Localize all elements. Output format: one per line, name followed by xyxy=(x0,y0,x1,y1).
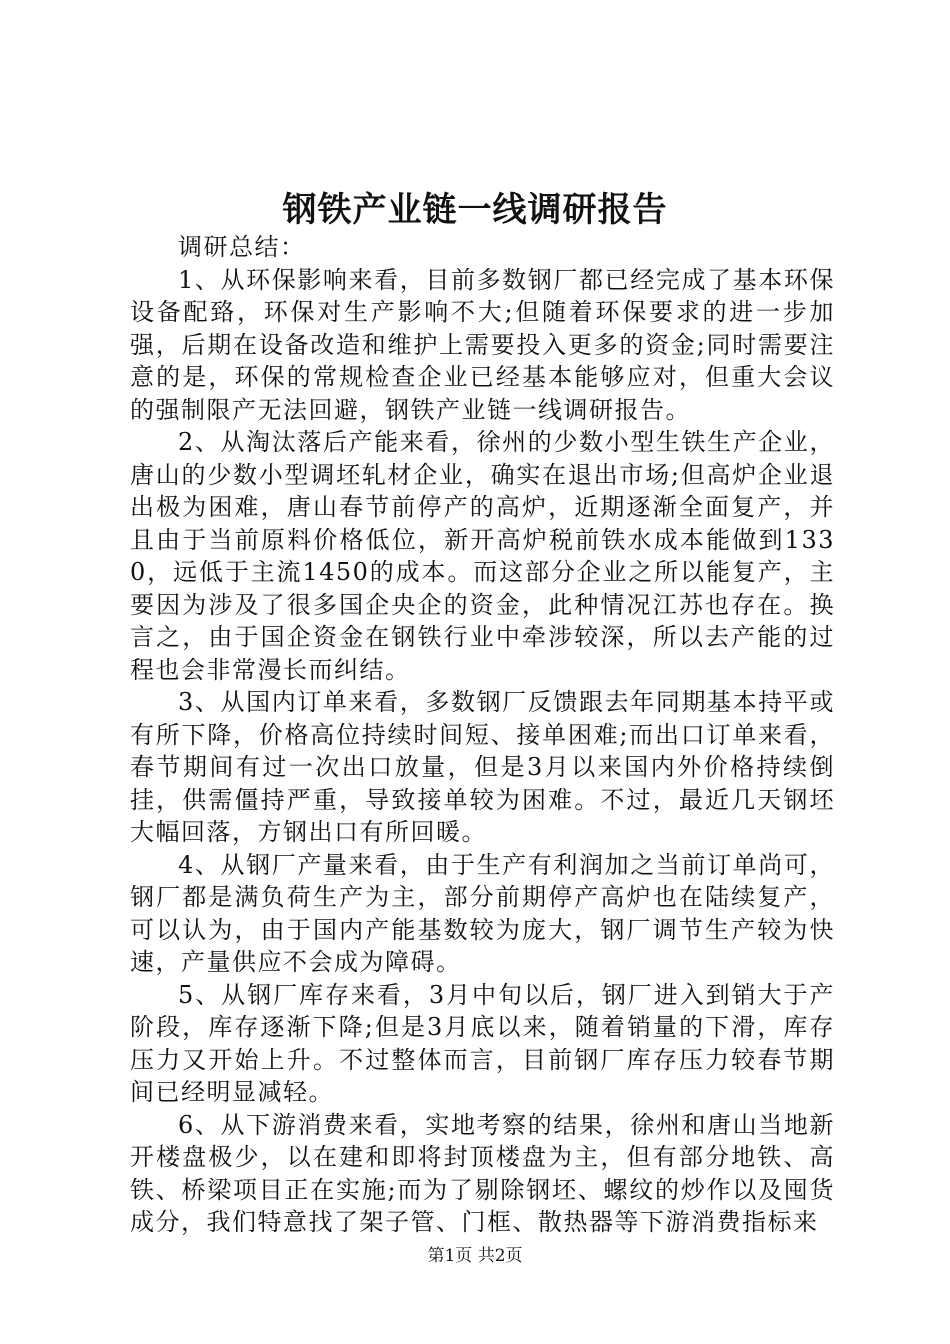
paragraph-summary-heading: 调研总结： xyxy=(178,233,306,261)
paragraph-point-2: 2、从淘汰落后产能来看，徐州的少数小型生铁生产企业，唐山的少数小型调坯轧材企业，确实在退出市场;但高炉企业退出极为困难，唐山春节前停产的高炉，近期逐渐全面复产，并且由于当前原料价格低位，新开高炉税前铁水成本能做到1330，远低于主流1450的成本。而这部分企业之所以能复产，主要因为涉及了很多国企央企的资金，此种情况江苏也存在。换言之，由于国企资金在钢铁行业中牵涉较深，所以去产能的过程也会非常漫长而纠结。 xyxy=(130,428,835,684)
paragraph-point-5: 5、从钢厂库存来看，3月中旬以后，钢厂进入到销大于产阶段，库存逐渐下降;但是3月底以来，随着销量的下滑，库存压力又开始上升。不过整体而言，目前钢厂库存压力较春节期间已经明显减轻。 xyxy=(130,980,835,1106)
page-footer: 第1页 共2页 xyxy=(427,1246,523,1266)
paragraph-point-6: 6、从下游消费来看，实地考察的结果，徐州和唐山当地新开楼盘极少，以在建和即将封顶楼盘为主，但有部分地铁、高铁、桥梁项目正在实施;而为了剔除钢坯、螺纹的炒作以及囤货成分，我们特意找了架子管、门框、散热器等下游消费指标来 xyxy=(130,1110,835,1236)
paragraph-point-1: 1、从环保影响来看，目前多数钢厂都已经完成了基本环保设备配臵，环保对生产影响不大;但随着环保要求的进一步加强，后期在设备改造和维护上需要投入更多的资金;同时需要注意的是，环保的常规检查企业已经基本能够应对，但重大会议的强制限产无法回避，钢铁产业链一线调研报告。 xyxy=(130,265,835,424)
paragraph-point-4: 4、从钢厂产量来看，由于生产有利润加之当前订单尚可，钢厂都是满负荷生产为主，部分前期停产高炉也在陆续复产，可以认为，由于国内产能基数较为庞大，钢厂调节生产较为快速，产量供应不会成为障碍。 xyxy=(130,850,835,976)
paragraph-point-3: 3、从国内订单来看，多数钢厂反馈跟去年同期基本持平或有所下降，价格高位持续时间短、接单困难;而出口订单来看，春节期间有过一次出口放量，但是3月以来国内外价格持续倒挂，供需僵持严重，导致接单较为困难。不过，最近几天钢坯大幅回落，方钢出口有所回暖。 xyxy=(130,688,835,846)
document-body xyxy=(130,231,835,1239)
document-title: 钢铁产业链一线调研报告 xyxy=(282,190,668,230)
